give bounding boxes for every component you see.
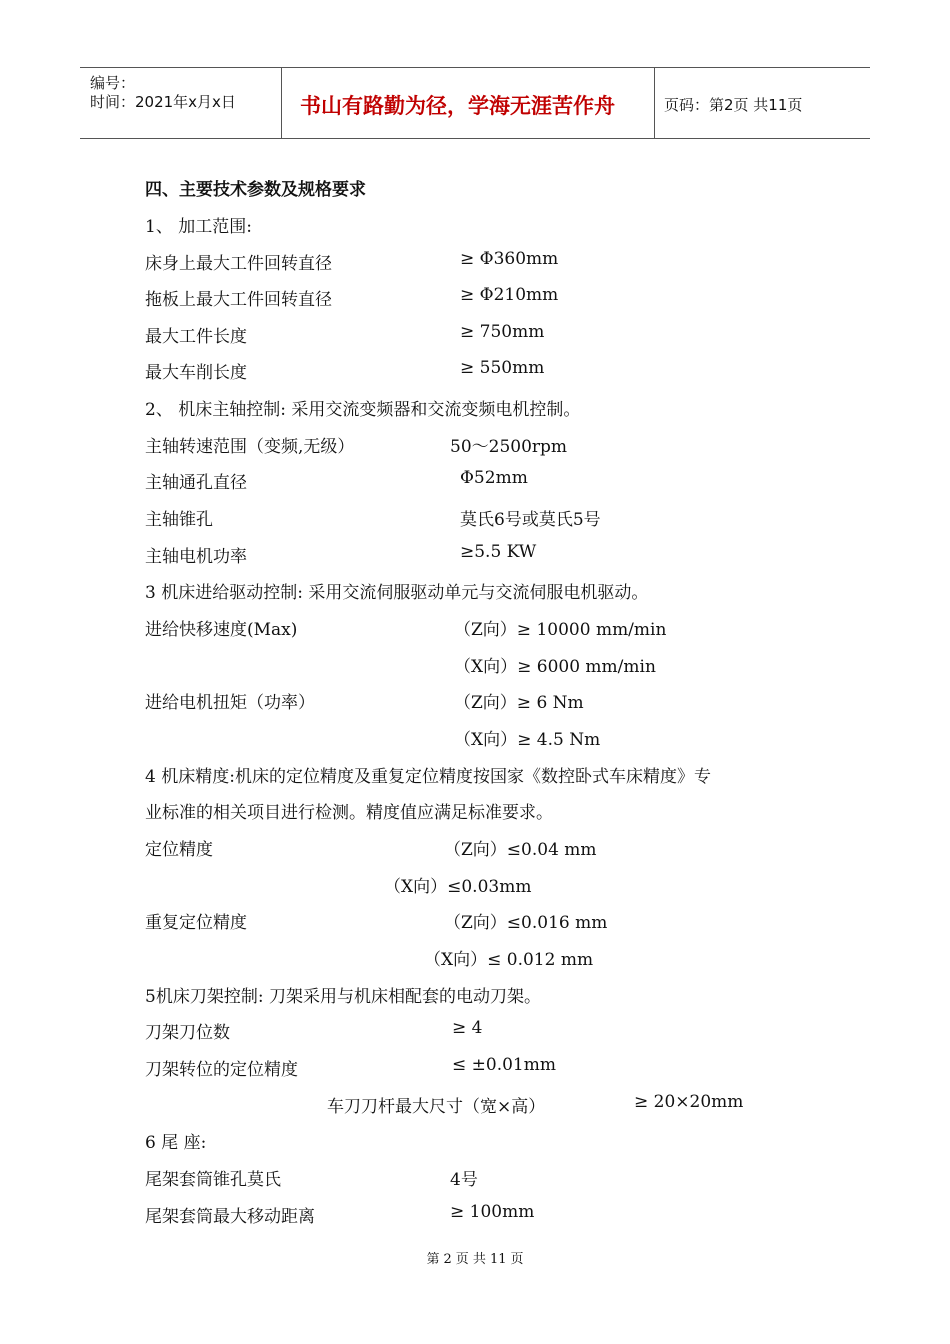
param-value: 50～2500rpm xyxy=(450,437,568,457)
param-label: 尾架套筒最大移动距离 xyxy=(145,1207,315,1227)
param-value: ≥ 20×20mm xyxy=(634,1092,744,1112)
param-label: 主轴转速范围（变频,无级） xyxy=(145,437,355,457)
param-label: 进给电机扭矩（功率） xyxy=(145,693,315,713)
subsection-2: 2、 机床主轴控制: 采用交流变频器和交流变频电机控制。 xyxy=(145,400,581,420)
param-label: 拖板上最大工件回转直径 xyxy=(145,290,332,310)
subsection-6: 6 尾 座: xyxy=(145,1133,207,1153)
param-value: （X向）≤ 0.012 mm xyxy=(424,950,594,970)
subsection-1: 1、 加工范围: xyxy=(145,217,252,237)
param-value: ≥ 750mm xyxy=(460,322,545,342)
subsection-3: 3 机床进给驱动控制: 采用交流伺服驱动单元与交流伺服电机驱动。 xyxy=(145,583,649,603)
param-label: 尾架套筒锥孔莫氏 xyxy=(145,1170,281,1190)
param-value: ≥ 550mm xyxy=(460,358,545,378)
footer-prefix: 第 xyxy=(426,1252,440,1267)
param-value: ≥ 4 xyxy=(452,1018,483,1038)
param-value: 莫氏6号或莫氏5号 xyxy=(460,510,601,530)
subsection-4: 4 机床精度:机床的定位精度及重复定位精度按国家《数控卧式车床精度》专 xyxy=(145,767,711,787)
param-label: 重复定位精度 xyxy=(145,913,247,933)
serial-label: 编号： xyxy=(90,74,136,92)
param-value: （X向）≥ 6000 mm/min xyxy=(454,657,656,677)
footer-total-pages: 11 xyxy=(489,1252,507,1267)
param-value: ≥ Φ210mm xyxy=(460,285,559,305)
param-value: （Z向）≤0.016 mm xyxy=(444,913,608,933)
document-header xyxy=(80,67,870,139)
footer-mid: 页 共 xyxy=(455,1252,486,1267)
header-meta-cell xyxy=(80,68,282,138)
footer-page-number: 2 xyxy=(443,1252,452,1267)
header-motto-cell xyxy=(282,68,655,138)
param-value: 4号 xyxy=(450,1170,478,1190)
header-page-cell xyxy=(655,68,870,138)
subsection-5: 5机床刀架控制: 刀架采用与机床相配套的电动刀架。 xyxy=(145,987,541,1007)
param-value: ≤ ±0.01mm xyxy=(452,1055,556,1075)
subsection-4-cont: 业标准的相关项目进行检测。精度值应满足标准要求。 xyxy=(145,803,553,823)
param-value: ≥ Φ360mm xyxy=(460,249,559,269)
param-value: （Z向）≥ 10000 mm/min xyxy=(454,620,667,640)
param-value: Φ52mm xyxy=(460,468,528,488)
param-label: 进给快移速度(Max) xyxy=(145,620,298,640)
param-label: 主轴锥孔 xyxy=(145,510,213,530)
param-label: 床身上最大工件回转直径 xyxy=(145,254,332,274)
page-info: 页码：第2页 共11页 xyxy=(664,96,803,114)
param-value: （Z向）≤0.04 mm xyxy=(444,840,597,860)
param-label: 刀架刀位数 xyxy=(145,1023,230,1043)
date-label: 时间：2021年x月x日 xyxy=(90,93,236,111)
param-label: 主轴电机功率 xyxy=(145,547,247,567)
param-value: （Z向）≥ 6 Nm xyxy=(454,693,584,713)
param-label: 主轴通孔直径 xyxy=(145,473,247,493)
param-value: ≥5.5 KW xyxy=(460,542,537,562)
page-footer xyxy=(0,1248,950,1267)
motto-text: 书山有路勤为径，学海无涯苦作舟 xyxy=(300,94,615,118)
param-label: 刀架转位的定位精度 xyxy=(145,1060,298,1080)
param-label: 最大车削长度 xyxy=(145,363,247,383)
param-label: 定位精度 xyxy=(145,840,213,860)
param-value: ≥ 100mm xyxy=(450,1202,535,1222)
param-value: （X向）≥ 4.5 Nm xyxy=(454,730,601,750)
param-value: （X向）≤0.03mm xyxy=(384,877,532,897)
footer-suffix: 页 xyxy=(510,1252,524,1267)
param-label: 车刀刀杆最大尺寸（宽×高） xyxy=(327,1097,546,1117)
param-label: 最大工件长度 xyxy=(145,327,247,347)
section-title: 四、主要技术参数及规格要求 xyxy=(145,180,366,200)
